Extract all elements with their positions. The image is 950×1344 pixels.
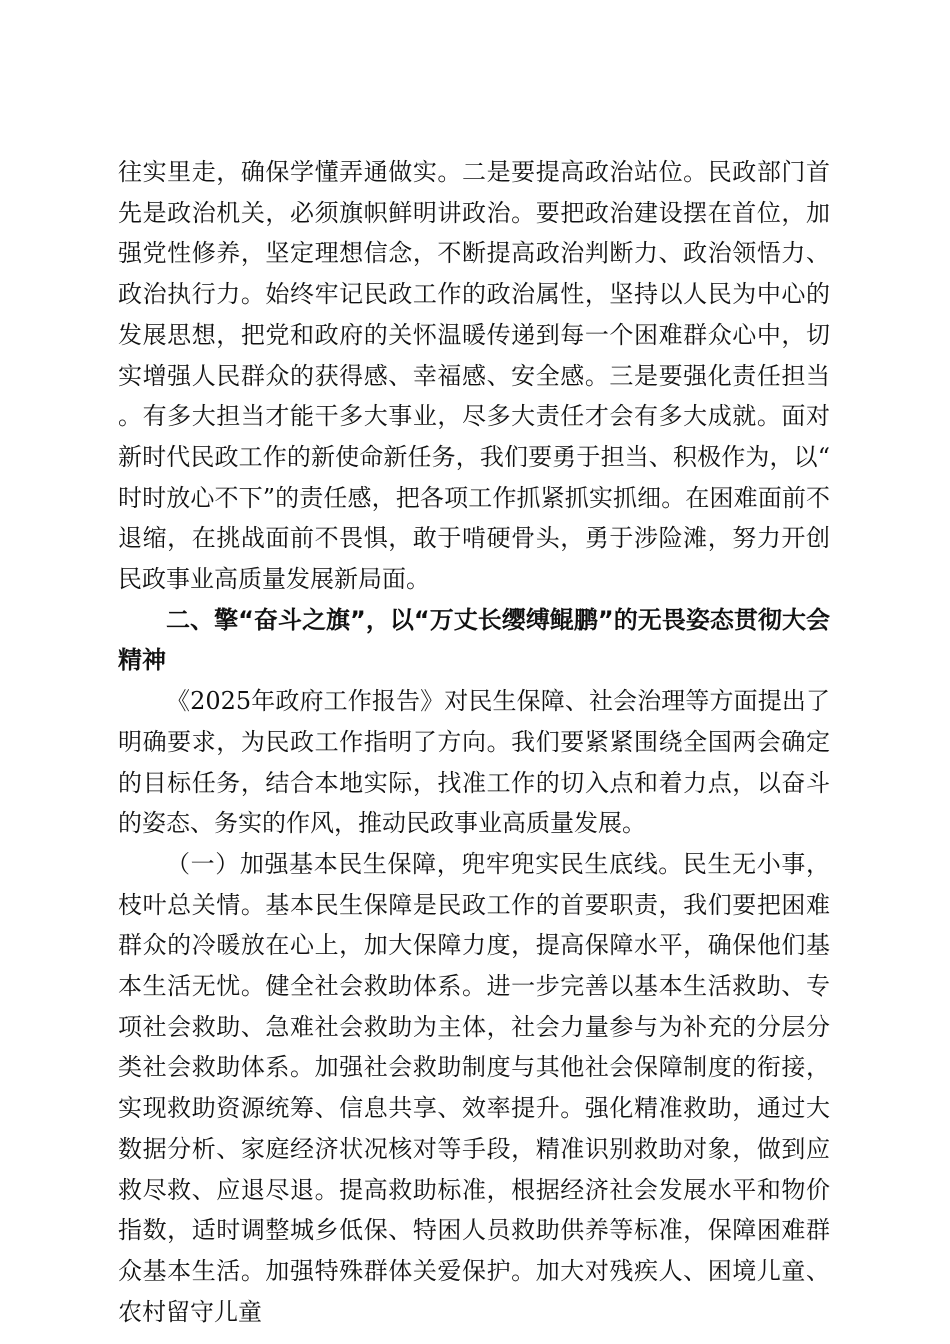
body-paragraph: 《2025年政府工作报告》对民生保障、社会治理等方面提出了明确要求，为民政工作指明了方向。我们要紧紧围绕全国两会确定的目标任务，结合本地实际，找准工作的切入点和着力点，以奋斗的姿态、务实的作风，推动民政事业高质量发展。: [118, 687, 830, 838]
body-paragraph: 往实里走，确保学懂弄通做实。二是要提高政治站位。民政部门首先是政治机关，必须旗帜鲜明讲政治。要把政治建设摆在首位，加强党性修养，坚定理想信念，不断提高政治判断力、政治领悟力、政治执行力。始终牢记民政工作的政治属性，坚持以人民为中心的发展思想，把党和政府的关怀温暖传递到每一个困难群众心中，切实增强人民群众的获得感、幸福感、安全感。三是要强化责任担当。有多大担当才能干多大事业，尽多大责任才会有多大成就。面对新时代民政工作的新使命新任务，我们要勇于担当、积极作为，以“时时放心不下”的责任感，把各项工作抓紧抓实抓细。在困难面前不退缩，在挑战面前不畏惧，敢于啃硬骨头，勇于涉险滩，努力开创民政事业高质量发展新局面。: [118, 158, 830, 594]
body-paragraph: （一）加强基本民生保障，兜牢兜实民生底线。民生无小事，枝叶总关情。基本民生保障是民政工作的首要职责，我们要把困难群众的冷暖放在心上，加大保障力度，提高保障水平，确保他们基本生活无忧。健全社会救助体系。进一步完善以基本生活救助、专项社会救助、急难社会救助为主体，社会力量参与为补充的分层分类社会救助体系。加强社会救助制度与其他社会保障制度的衔接，实现救助资源统筹、信息共享、效率提升。强化精准救助，通过大数据分析、家庭经济状况核对等手段，精准识别救助对象，做到应救尽救、应退尽退。提高救助标准，根据经济社会发展水平和物价指数，适时调整城乡低保、特困人员救助供养等标准，保障困难群众基本生活。加强特殊群体关爱保护。加大对残疾人、困境儿童、农村留守儿童: [118, 849, 830, 1326]
document-body: [118, 152, 830, 1332]
section-heading: 二、擎“奋斗之旗”，以“万丈长缨缚鲲鹏”的无畏姿态贯彻大会精神: [118, 605, 830, 675]
